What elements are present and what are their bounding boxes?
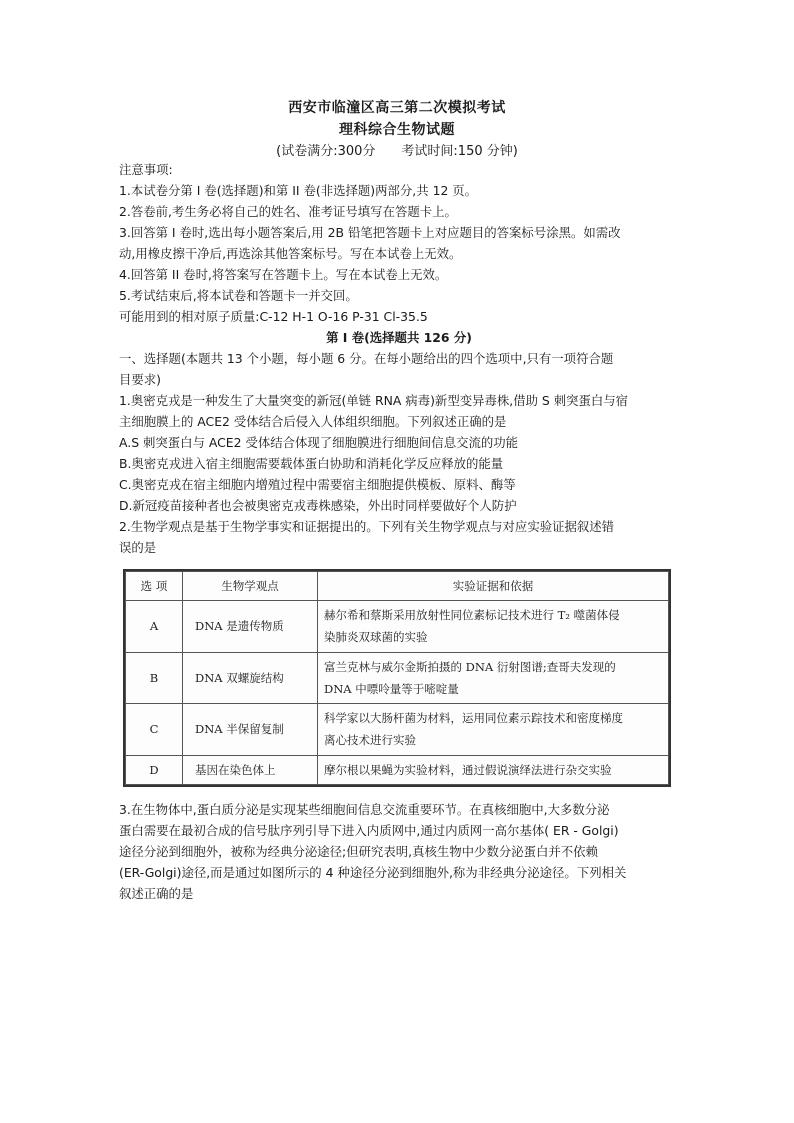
- col-header-option: 选 项: [126, 572, 183, 601]
- row-option: D: [126, 755, 183, 784]
- note-item: 1.本试卷分第 I 卷(选择题)和第 II 卷(非选择题)两部分,共 12 页。: [119, 183, 478, 198]
- notes-block: [119, 159, 679, 558]
- row-view: DNA 是遗传物质: [183, 601, 318, 653]
- evidence-line: DNA 中嘌呤量等于嘧啶量: [324, 681, 459, 696]
- evidence-line: 离心技术进行实验: [324, 733, 416, 748]
- row-option: B: [126, 652, 183, 704]
- q3-stem: (ER-Golgi)途径,而是通过如图所示的 4 种途径分泌到细胞外,称为非经典分泌途径。下列相关: [119, 865, 627, 880]
- q3-stem: 途径分泌到细胞外，被称为经典分泌途径;但研究表明,真核生物中少数分泌蛋白并不依赖: [119, 844, 598, 859]
- evidence-line: 赫尔希和蔡斯采用放射性同位素标记技术进行 T₂ 噬菌体侵: [324, 608, 620, 623]
- table-row: [126, 704, 669, 756]
- note-item: 5.考试结束后,将本试卷和答题卡一并交回。: [119, 288, 358, 303]
- q1-option-a: A.S 刺突蛋白与 ACE2 受体结合体现了细胞膜进行细胞间信息交流的功能: [119, 435, 519, 450]
- atomic-mass-line: 可能用到的相对原子质量:C-12 H-1 O-16 P-31 Cl-35.5: [119, 309, 428, 324]
- note-item: 4.回答第 II 卷时,将答案写在答题卡上。写在本试卷上无效。: [119, 267, 448, 282]
- section1-intro: 一、选择题(本题共 13 个小题，每小题 6 分。在每小题给出的四个选项中,只有一项符合题: [119, 351, 614, 366]
- row-evidence: [318, 652, 669, 704]
- row-view: DNA 半保留复制: [183, 704, 318, 756]
- row-evidence: [318, 601, 669, 653]
- col-header-evidence: 实验证据和依据: [318, 572, 669, 601]
- q2-table: [123, 569, 671, 787]
- score-note: (试卷满分:300分: [276, 144, 376, 159]
- evidence-line: 富兰克林与威尔金斯拍摄的 DNA 衍射图谱;查哥夫发现的: [324, 659, 616, 674]
- exam-subtitle: 理科综合生物试题: [339, 122, 455, 138]
- table-header-row: [126, 572, 669, 601]
- note-item: 2.答卷前,考生务必将自己的姓名、准考证号填写在答题卡上。: [119, 204, 457, 219]
- evidence-line: 摩尔根以果蝇为实验材料，通过假说演绎法进行杂交实验: [324, 762, 612, 777]
- exam-title: 西安市临潼区高三第二次模拟考试: [288, 100, 506, 116]
- table-row: [126, 601, 669, 653]
- section1-heading: 第 I 卷(选择题共 126 分): [326, 330, 472, 345]
- row-option: A: [126, 601, 183, 653]
- q1-stem: 1.奥密克戎是一种发生了大量突变的新冠(单链 RNA 病毒)新型变异毒株,借助 S 刺突蛋白与宿: [119, 393, 629, 408]
- note-item: 动,用橡皮擦干净后,再选涂其他答案标号。写在本试卷上无效。: [119, 246, 462, 261]
- section1-intro: 目要求): [119, 372, 162, 387]
- q3-stem: 蛋白需要在最初合成的信号肽序列引导下进入内质网中,通过内质网一高尔基体( ER - Golgi): [119, 823, 619, 838]
- time-note: 考试时间:150 分钟): [401, 144, 518, 159]
- q1-option-b: B.奥密克戎进入宿主细胞需要载体蛋白协助和消耗化学反应释放的能量: [119, 456, 504, 471]
- note-item: 3.回答第 I 卷时,选出每小题答案后,用 2B 铅笔把答题卡上对应题目的答案标号涂黑。如需改: [119, 225, 621, 240]
- table-row: [126, 755, 669, 784]
- exam-meta: [0, 140, 794, 159]
- table-row: [126, 652, 669, 704]
- q1-stem: 主细胞膜上的 ACE2 受体结合后侵入人体组织细胞。下列叙述正确的是: [119, 414, 507, 429]
- q3-stem: 3.在生物体中,蛋白质分泌是实现某些细胞间信息交流重要环节。在真核细胞中,大多数分泌: [119, 802, 610, 817]
- q3-block: [119, 799, 679, 904]
- row-view: 基因在染色体上: [183, 755, 318, 784]
- q1-option-c: C.奥密克戎在宿主细胞内增殖过程中需要宿主细胞提供模板、原料、酶等: [119, 477, 516, 492]
- row-option: C: [126, 704, 183, 756]
- q2-stem: 误的是: [119, 540, 157, 555]
- col-header-view: 生物学观点: [183, 572, 318, 601]
- evidence-line: 科学家以大肠杆菌为材料，运用同位素示踪技术和密度梯度: [324, 711, 623, 726]
- evidence-line: 染肺炎双球菌的实验: [324, 630, 428, 645]
- row-view: DNA 双螺旋结构: [183, 652, 318, 704]
- notes-label: 注意事项:: [119, 162, 173, 177]
- row-evidence: [318, 755, 669, 784]
- q3-stem: 叙述正确的是: [119, 886, 194, 901]
- row-evidence: [318, 704, 669, 756]
- q1-option-d: D.新冠疫苗接种者也会被奥密克戎毒株感染，外出时同样要做好个人防护: [119, 498, 517, 513]
- q2-stem: 2.生物学观点是基于生物学事实和证据提出的。下列有关生物学观点与对应实验证据叙述错: [119, 519, 615, 534]
